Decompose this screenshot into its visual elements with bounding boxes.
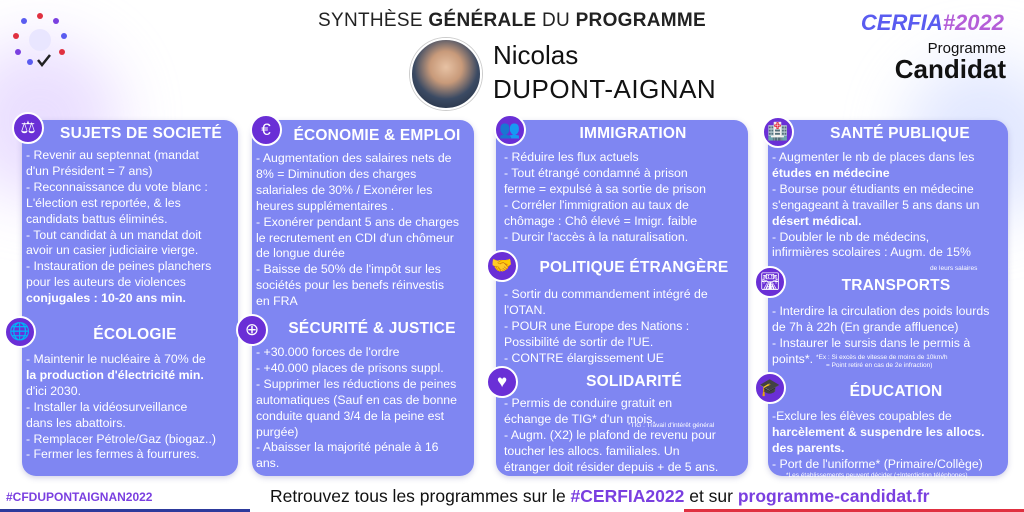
road-icon: 🛣 [754,266,786,298]
scale-icon: ⚖ [12,112,44,144]
section-title-education: ÉDUCATION [849,383,943,400]
candidate-photo [410,38,482,110]
people-icon: 👥 [494,114,526,146]
crosshair-icon: ⊕ [236,314,268,346]
programme-label: Programme [927,40,1006,57]
footer-hashtag: #CFDUPONTAIGNAN2022 [6,490,153,504]
graduation-cap-icon: 🎓 [754,372,786,404]
section-text-sante: - Augmenter le nb de places dans les études en médecine - Bourse pour étudiants en médecine s'engageant à travailler 5 ans dans un désert médical. - Doubler le nb de médecins, infirmières scolaires : Augm. de 15% [772,150,980,260]
candidat-label: Candidat [894,54,1006,84]
section-title-immigration: IMMIGRATION [579,125,687,142]
footer-text: Retrouvez tous les programmes sur le #CERFIA2022 et sur programme-candidat.fr [270,486,930,506]
cerfia-logo: CERFIA#2022 [860,10,1004,35]
section-text-education: -Exclure les élèves coupables de harcèlement & suspendre les allocs. des parents. - Port de l'uniforme* (Primaire/Collège) [772,409,985,471]
section-text-politique: - Sortir du commandement intégré de l'OTAN. - POUR une Europe des Nations : Possibilité de sortir de l'UE. - CONTRE élargissement UE [504,287,708,365]
section-title-politique: POLITIQUE ÉTRANGÈRE [539,259,729,276]
solidarite-footnote: *TIG : Travail d'intérêt général [628,422,715,429]
globe-icon: 🌐 [4,316,36,348]
candidate-last-name: DUPONT-AIGNAN [493,74,717,104]
section-title-solidarite: SOLIDARITÉ [586,373,682,390]
page-title: SYNTHÈSE GÉNÉRALE DU PROGRAMME [318,10,706,31]
section-title-transports: TRANSPORTS [841,277,951,294]
section-text-transports: - Interdire la circulation des poids lourds de 7h à 22h (En grande affluence) - Instaurer le sursis dans le permis à points*. [772,304,990,366]
section-title-securite: SÉCURITÉ & JUSTICE [288,320,456,337]
candidate-first-name: Nicolas [493,40,579,70]
section-title-economie: ÉCONOMIE & EMPLOI [293,127,461,144]
section-text-immigration: - Réduire les flux actuels - Tout étrangé condamné à prison ferme = expulsé à sa sortie de prison - Corréler l'immigration au taux de chômage : Chô élevé = Imigr. faible - Durcir l'accès à la naturalisation. [504,150,706,244]
sante-footnote: de leurs salaires [930,265,978,272]
heart-hand-icon: ♥ [486,366,518,398]
section-title-sante: SANTÉ PUBLIQUE [830,125,970,142]
section-text-economie: - Augmentation des salaires nets de 8% = Diminution des charges salariales de 30% / Exonérer les heures supplémentaires . - Exonérer pendant 5 ans de charges le recrutement en CDI d'un chômeur de longue durée - Baisse de 50% de l'impôt sur les sociétés pour les benefs réinvestis en FRA [256,151,460,309]
hospital-icon: 🏥 [762,116,794,148]
section-title-societe: SUJETS DE SOCIETÉ [60,125,222,142]
section-text-ecologie: - Maintenir le nucléaire à 70% de la production d'électricité min. d'ici 2030. - Installer la vidéosurveillance dans les abattoirs. - Remplacer Pétrole/Gaz (biogaz..) - Fermer les fermes à fourrures. [26,352,216,462]
section-text-securite: - +30.000 forces de l'ordre - +40.000 places de prisons suppl. - Supprimer les réductions de peines automatiques (Sauf en cas de bonne conduite quand 3/4 de la peine est purgée) - Abaisser la majorité pénale à 16 ans. [256,345,457,471]
section-text-solidarite: - Permis de conduire gratuit en échange de TIG* d'un mois. - Augm. (X2) le plafond de revenu pour toucher les allocs. familiales. Un étranger doit résider depuis + de 5 ans. [504,396,719,474]
euro-icon: € [250,114,282,146]
education-footnote: *Les établissements peuvent décider (+Interdiction téléphones) [786,472,968,479]
handshake-icon: 🤝 [486,250,518,282]
transports-footnote-2: = Point retiré en cas de 2e infraction) [826,362,933,369]
section-text-societe: - Revenir au septennat (mandat d'un Président = 7 ans) - Reconnaissance du vote blanc : L'élection est reportée, & les candidats battus éliminés. - Tout candidat à un mandat doit avoir un casier judiciaire vierge. - Instauration de peines planchers pour les auteurs de violences conjugales : 10-20 ans min. [26,148,212,306]
section-title-ecologie: ÉCOLOGIE [93,326,177,343]
transports-footnote-1: *Ex : Si excès de vitesse de moins de 10km/h [816,354,948,361]
